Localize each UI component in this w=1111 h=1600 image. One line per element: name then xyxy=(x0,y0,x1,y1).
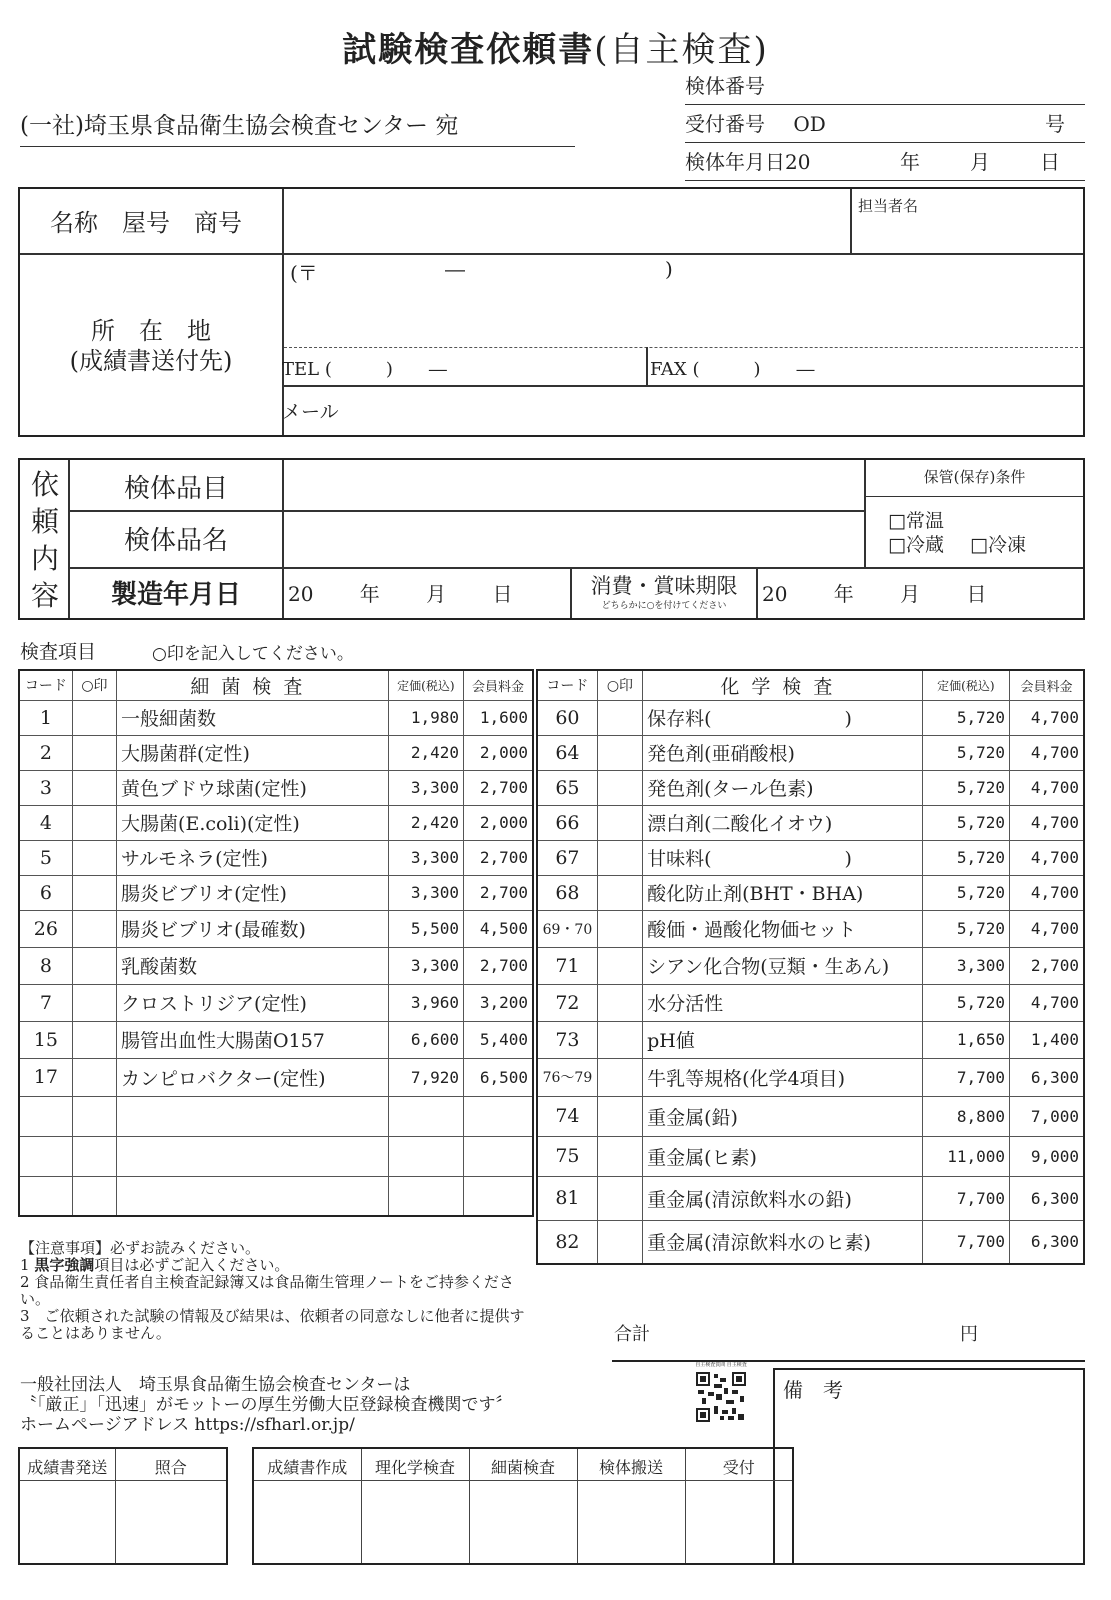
item-name: 腸炎ビブリオ(定性) xyxy=(117,875,389,910)
item-name: 重金属(ヒ素) xyxy=(643,1136,923,1176)
item-name: サルモネラ(定性) xyxy=(117,840,389,875)
table-row xyxy=(19,947,533,984)
mark-cell[interactable] xyxy=(597,1058,642,1096)
table-row xyxy=(537,735,1084,770)
table-row xyxy=(537,910,1084,947)
org-info xyxy=(20,1375,513,1435)
chemical-table xyxy=(536,669,1085,1265)
table-header-row xyxy=(19,670,533,700)
item-member-price: 2,700 xyxy=(464,875,533,910)
item-code: 4 xyxy=(19,805,72,840)
item-name: 発色剤(亜硝酸根) xyxy=(643,735,923,770)
item-label: 検体品目 xyxy=(123,474,228,504)
item-member-price: 6,300 xyxy=(1010,1176,1084,1220)
item-name: 重金属(鉛) xyxy=(643,1096,923,1136)
item-price: 5,500 xyxy=(388,910,463,947)
table-row xyxy=(537,700,1084,735)
item-price: 2,420 xyxy=(388,805,463,840)
mark-cell[interactable] xyxy=(597,875,642,910)
mark-cell[interactable] xyxy=(72,984,116,1021)
item-member-price: 6,300 xyxy=(1010,1058,1084,1096)
receipt-prefix: OD xyxy=(793,112,826,136)
item-member-price: 4,500 xyxy=(464,910,533,947)
item-price: 11,000 xyxy=(922,1136,1009,1176)
item-price: 8,800 xyxy=(922,1096,1009,1136)
divider xyxy=(756,568,758,618)
item-code: 60 xyxy=(537,700,597,735)
mark-cell[interactable] xyxy=(597,910,642,947)
item-price: 7,700 xyxy=(922,1058,1009,1096)
item-price: 3,300 xyxy=(388,770,463,805)
org-line-3: ホームページアドレス https://sfharl.or.jp/ xyxy=(20,1415,355,1435)
item-member-price: 2,000 xyxy=(464,735,533,770)
item-name: カンピロバクター(定性) xyxy=(117,1058,389,1096)
mark-cell[interactable] xyxy=(72,770,116,805)
expiry-label[interactable]: 消費・賞味期限 xyxy=(590,574,738,598)
stamp-cell[interactable] xyxy=(577,1480,685,1564)
item-member-price: 4,700 xyxy=(1010,700,1084,735)
item-price: 5,720 xyxy=(922,735,1009,770)
mark-cell[interactable] xyxy=(72,910,116,947)
item-name: 漂白剤(二酸化イオウ) xyxy=(643,805,923,840)
request-box xyxy=(18,458,1085,620)
item-code: 82 xyxy=(537,1220,597,1264)
item-member-price: 9,000 xyxy=(1010,1136,1084,1176)
item-name xyxy=(117,1096,389,1136)
item-code xyxy=(19,1096,72,1136)
table-row xyxy=(537,984,1084,1021)
table-row xyxy=(19,984,533,1021)
item-price: 7,920 xyxy=(388,1058,463,1096)
table-row xyxy=(19,1021,533,1058)
item-member-price: 5,400 xyxy=(464,1021,533,1058)
col-title: 細菌検査 xyxy=(117,670,389,700)
item-code: 73 xyxy=(537,1021,597,1058)
item-code: 1 xyxy=(19,700,72,735)
item-member-price: 6,500 xyxy=(464,1058,533,1096)
address-sub-label: (成績書送付先) xyxy=(69,347,233,375)
stamp-cell[interactable] xyxy=(253,1480,361,1564)
mark-cell[interactable] xyxy=(72,1136,116,1176)
table-row xyxy=(19,1058,533,1096)
item-name: pH値 xyxy=(643,1021,923,1058)
side-char: 頼 xyxy=(30,505,59,538)
person-label: 担当者名 xyxy=(858,197,919,215)
item-code: 6 xyxy=(19,875,72,910)
mark-cell[interactable] xyxy=(597,1021,642,1058)
specimen-number-field[interactable] xyxy=(685,68,1085,105)
item-price: 6,600 xyxy=(388,1021,463,1058)
item-code: 7 xyxy=(19,984,72,1021)
staff-report-created: 成績書作成 xyxy=(253,1448,361,1480)
stamp-cell[interactable] xyxy=(361,1480,469,1564)
stamp-cell[interactable] xyxy=(19,1480,115,1564)
item-name: 腸管出血性大腸菌O157 xyxy=(117,1021,389,1058)
table-row xyxy=(537,947,1084,984)
table-row xyxy=(19,1176,533,1216)
item-name: 黄色ブドウ球菌(定性) xyxy=(117,770,389,805)
item-price: 7,700 xyxy=(922,1220,1009,1264)
mark-cell[interactable] xyxy=(597,805,642,840)
staff-reception: 受付 xyxy=(685,1448,793,1480)
item-price: 1,650 xyxy=(922,1021,1009,1058)
item-member-price: 2,700 xyxy=(1010,947,1084,984)
item-code: 2 xyxy=(19,735,72,770)
staff-report-sent: 成績書発送 xyxy=(19,1448,115,1480)
storage-room-temp[interactable]: □常温 xyxy=(888,510,944,532)
staff-left-table xyxy=(18,1447,228,1565)
item-price: 5,720 xyxy=(922,770,1009,805)
table-row xyxy=(19,1136,533,1176)
table-row xyxy=(537,1220,1084,1264)
person-input[interactable] xyxy=(852,215,1082,253)
mark-cell[interactable] xyxy=(597,1176,642,1220)
staff-bacteria-test: 細菌検査 xyxy=(469,1448,577,1480)
total-field[interactable] xyxy=(612,1320,1085,1362)
item-member-price: 1,400 xyxy=(1010,1021,1084,1058)
item-price: 3,300 xyxy=(922,947,1009,984)
items-instruction: ○印を記入してください。 xyxy=(152,644,354,664)
title-sub: (自主検査) xyxy=(594,30,769,70)
product-name-label: 検体品名 xyxy=(123,526,228,556)
col-member: 会員料金 xyxy=(1010,670,1084,700)
item-member-price xyxy=(464,1136,533,1176)
table-row xyxy=(19,735,533,770)
mark-cell[interactable] xyxy=(597,1136,642,1176)
item-code: 66 xyxy=(537,805,597,840)
qr-code[interactable] xyxy=(684,1364,758,1442)
item-name: 酸化防止剤(BHT・BHA) xyxy=(643,875,923,910)
table-row xyxy=(19,700,533,735)
item-member-price: 4,700 xyxy=(1010,910,1084,947)
item-code: 69・70 xyxy=(537,910,597,947)
divider xyxy=(284,385,1083,387)
qr-caption: 自主検査質問 自主検査 xyxy=(695,1362,747,1368)
postal-close: ) xyxy=(665,257,673,281)
table-row xyxy=(537,1096,1084,1136)
item-member-price: 2,700 xyxy=(464,947,533,984)
side-char: 容 xyxy=(30,579,59,612)
expiry-date-field[interactable]: 20 年 月 日 xyxy=(762,582,987,606)
mfg-date-field[interactable]: 20 年 月 日 xyxy=(288,582,513,606)
item-price: 1,980 xyxy=(388,700,463,735)
item-price: 2,420 xyxy=(388,735,463,770)
receipt-number-field[interactable] xyxy=(685,106,1085,143)
item-code: 75 xyxy=(537,1136,597,1176)
stamp-cell[interactable] xyxy=(115,1480,227,1564)
specimen-date-day: 日 xyxy=(1040,150,1060,174)
item-member-price: 7,000 xyxy=(1010,1096,1084,1136)
receipt-number-label: 受付番号 xyxy=(685,112,765,136)
form-title xyxy=(0,22,1111,71)
item-name: 牛乳等規格(化学4項目) xyxy=(643,1058,923,1096)
divider xyxy=(646,347,648,385)
mark-cell[interactable] xyxy=(597,770,642,805)
item-price xyxy=(388,1176,463,1216)
item-name xyxy=(117,1136,389,1176)
item-member-price: 6,300 xyxy=(1010,1220,1084,1264)
tel-field[interactable]: TEL ( ) ― xyxy=(282,359,447,380)
remarks-label: 備 考 xyxy=(783,1378,843,1402)
mark-cell[interactable] xyxy=(597,1220,642,1264)
mail-field[interactable]: メール xyxy=(282,401,339,423)
note-bold: 黒字強調 xyxy=(34,1256,95,1274)
side-char: 内 xyxy=(30,542,59,575)
note-rest: 項目は必ずご記入ください。 xyxy=(94,1256,290,1274)
item-input[interactable] xyxy=(284,460,864,510)
col-member: 会員料金 xyxy=(464,670,533,700)
postal-dash: ― xyxy=(445,257,465,281)
item-name: 甘味料( ) xyxy=(643,840,923,875)
expiry-note: どちらかに○を付けてください xyxy=(601,601,727,611)
item-member-price: 2,700 xyxy=(464,770,533,805)
col-mark: ○印 xyxy=(72,670,116,700)
item-member-price: 4,700 xyxy=(1010,770,1084,805)
items-header-label: 検査項目 xyxy=(20,641,97,663)
mark-cell[interactable] xyxy=(72,735,116,770)
name-label: 名称 屋号 商号 xyxy=(50,209,242,237)
mark-cell[interactable] xyxy=(72,1021,116,1058)
specimen-date-field[interactable] xyxy=(685,144,1085,181)
table-row xyxy=(537,1021,1084,1058)
item-price: 7,700 xyxy=(922,1176,1009,1220)
staff-chemical-test: 理化学検査 xyxy=(361,1448,469,1480)
item-name: 一般細菌数 xyxy=(117,700,389,735)
item-member-price: 1,600 xyxy=(464,700,533,735)
item-member-price: 4,700 xyxy=(1010,840,1084,875)
table-header-row xyxy=(537,670,1084,700)
item-code: 67 xyxy=(537,840,597,875)
item-member-price xyxy=(464,1096,533,1136)
item-name: 水分活性 xyxy=(643,984,923,1021)
specimen-date-label: 検体年月日20 xyxy=(685,150,811,174)
stamp-cell[interactable] xyxy=(685,1480,793,1564)
note-num: 1 xyxy=(20,1256,30,1274)
item-name: クロストリジア(定性) xyxy=(117,984,389,1021)
item-name: 発色剤(タール色素) xyxy=(643,770,923,805)
table-row xyxy=(537,770,1084,805)
item-code xyxy=(19,1136,72,1176)
table-row xyxy=(19,1096,533,1136)
mfg-date-label: 製造年月日 xyxy=(110,580,241,610)
table-row xyxy=(19,875,533,910)
item-price xyxy=(388,1096,463,1136)
item-member-price: 4,700 xyxy=(1010,875,1084,910)
org-line-2: 〝「厳正」「迅速」がモットーの厚生労働大臣登録検査機関です〞 xyxy=(20,1395,513,1415)
address-input[interactable] xyxy=(285,255,1083,345)
specimen-date-year: 年 xyxy=(900,150,920,174)
item-price: 3,300 xyxy=(388,875,463,910)
total-label: 合計 xyxy=(614,1324,650,1345)
item-name: シアン化合物(豆類・生あん) xyxy=(643,947,923,984)
mark-cell[interactable] xyxy=(597,947,642,984)
item-code: 68 xyxy=(537,875,597,910)
col-price: 定価(税込) xyxy=(388,670,463,700)
item-price xyxy=(388,1136,463,1176)
qr-icon xyxy=(696,1372,746,1422)
item-member-price: 4,700 xyxy=(1010,984,1084,1021)
notes xyxy=(20,1240,530,1342)
item-member-price xyxy=(464,1176,533,1216)
item-code: 8 xyxy=(19,947,72,984)
item-code: 26 xyxy=(19,910,72,947)
item-member-price: 4,700 xyxy=(1010,735,1084,770)
col-price: 定価(税込) xyxy=(922,670,1009,700)
mark-cell[interactable] xyxy=(72,700,116,735)
item-code: 72 xyxy=(537,984,597,1021)
table-row xyxy=(19,840,533,875)
divider xyxy=(866,496,1083,497)
item-code: 17 xyxy=(19,1058,72,1096)
item-price: 5,720 xyxy=(922,700,1009,735)
specimen-date-month: 月 xyxy=(970,150,990,174)
mark-cell[interactable] xyxy=(72,1058,116,1096)
table-row xyxy=(19,910,533,947)
item-name: 保存料( ) xyxy=(643,700,923,735)
item-code: 15 xyxy=(19,1021,72,1058)
total-unit: 円 xyxy=(960,1324,978,1345)
item-code: 71 xyxy=(537,947,597,984)
staff-specimen-transport: 検体搬送 xyxy=(577,1448,685,1480)
addressee: (一社)埼玉県食品衛生協会検査センター 宛 xyxy=(20,107,575,147)
table-row xyxy=(537,1136,1084,1176)
item-price: 5,720 xyxy=(922,910,1009,947)
item-code: 74 xyxy=(537,1096,597,1136)
mark-cell[interactable] xyxy=(72,875,116,910)
remarks-box[interactable] xyxy=(773,1368,1085,1565)
mark-cell[interactable] xyxy=(72,947,116,984)
item-price: 3,300 xyxy=(388,947,463,984)
item-price: 5,720 xyxy=(922,805,1009,840)
col-mark: ○印 xyxy=(597,670,642,700)
mark-cell[interactable] xyxy=(72,805,116,840)
item-name: 大腸菌群(定性) xyxy=(117,735,389,770)
table-row xyxy=(537,1058,1084,1096)
item-member-price: 4,700 xyxy=(1010,805,1084,840)
name-input[interactable] xyxy=(285,189,849,253)
item-code: 3 xyxy=(19,770,72,805)
table-row xyxy=(19,805,533,840)
divider xyxy=(284,347,1083,348)
notes-line-2: 2 食品衛生責任者自主検査記録簿又は食品衛生管理ノートをご持参ください。 xyxy=(20,1273,514,1308)
table-row xyxy=(537,1176,1084,1220)
item-code: 76～79 xyxy=(537,1058,597,1096)
item-name: 酸価・過酸化物価セット xyxy=(643,910,923,947)
item-member-price: 3,200 xyxy=(464,984,533,1021)
item-name xyxy=(117,1176,389,1216)
staff-check: 照合 xyxy=(115,1448,227,1480)
item-name: 重金属(清涼飲料水の鉛) xyxy=(643,1176,923,1220)
item-price: 3,300 xyxy=(388,840,463,875)
mark-cell[interactable] xyxy=(72,1096,116,1136)
item-code: 81 xyxy=(537,1176,597,1220)
notes-line-1 xyxy=(20,1257,530,1274)
org-line-1: 一般社団法人 埼玉県食品衛生協会検査センターは xyxy=(20,1375,411,1395)
item-code: 5 xyxy=(19,840,72,875)
item-code: 65 xyxy=(537,770,597,805)
item-code xyxy=(19,1176,72,1216)
col-code: コード xyxy=(537,670,597,700)
col-title: 化学検査 xyxy=(643,670,923,700)
storage-frozen[interactable]: □冷凍 xyxy=(970,534,1026,556)
item-price: 3,960 xyxy=(388,984,463,1021)
request-side-label xyxy=(28,466,62,614)
mark-cell[interactable] xyxy=(597,700,642,735)
item-member-price: 2,700 xyxy=(464,840,533,875)
postal-open: (〒 xyxy=(290,261,318,285)
item-price: 5,720 xyxy=(922,875,1009,910)
bacteria-table xyxy=(18,669,534,1217)
notes-line-3: 3 ご依頼された試験の情報及び結果は、依頼者の同意なしに他者に提供することはありません。 xyxy=(20,1307,525,1342)
col-code: コード xyxy=(19,670,72,700)
storage-label: 保管(保存)条件 xyxy=(923,468,1026,486)
divider xyxy=(70,567,1083,569)
title-main: 試験検査依頼書 xyxy=(342,30,595,70)
item-name: 乳酸菌数 xyxy=(117,947,389,984)
item-price: 5,720 xyxy=(922,840,1009,875)
item-price: 5,720 xyxy=(922,984,1009,1021)
product-name-input[interactable] xyxy=(284,512,864,567)
item-member-price: 2,000 xyxy=(464,805,533,840)
staff-right-table xyxy=(252,1447,794,1565)
receipt-suffix: 号 xyxy=(1045,112,1065,136)
table-row xyxy=(537,805,1084,840)
client-box xyxy=(18,187,1085,437)
mark-cell[interactable] xyxy=(597,1096,642,1136)
side-char: 依 xyxy=(30,468,59,501)
fax-field[interactable]: FAX ( ) ― xyxy=(650,359,815,380)
item-name: 大腸菌(E.coli)(定性) xyxy=(117,805,389,840)
item-name: 腸炎ビブリオ(最確数) xyxy=(117,910,389,947)
item-code: 64 xyxy=(537,735,597,770)
mark-cell[interactable] xyxy=(597,735,642,770)
item-name: 重金属(清涼飲料水のヒ素) xyxy=(643,1220,923,1264)
mark-cell[interactable] xyxy=(72,1176,116,1216)
notes-head: 【注意事項】必ずお読みください。 xyxy=(20,1239,261,1257)
mark-cell[interactable] xyxy=(597,840,642,875)
mark-cell[interactable] xyxy=(597,984,642,1021)
table-row xyxy=(537,875,1084,910)
mark-cell[interactable] xyxy=(72,840,116,875)
specimen-number-label: 検体番号 xyxy=(685,74,765,98)
table-row xyxy=(19,770,533,805)
storage-refrigerated[interactable]: □冷蔵 xyxy=(888,534,944,556)
table-row xyxy=(537,840,1084,875)
stamp-cell[interactable] xyxy=(469,1480,577,1564)
address-label: 所 在 地 xyxy=(91,317,211,345)
